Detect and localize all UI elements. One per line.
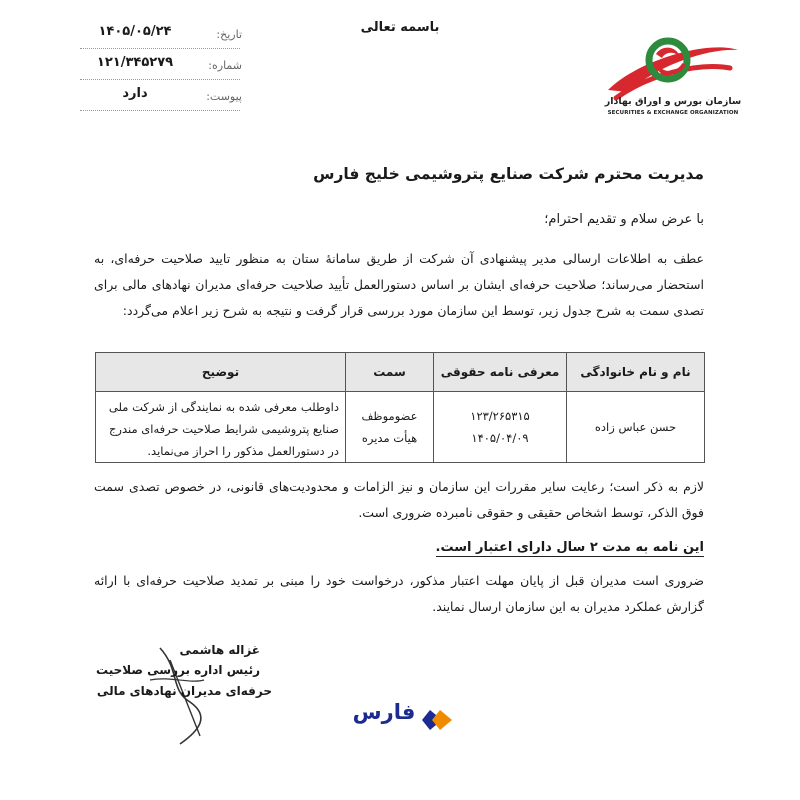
meta-attachment-row xyxy=(80,84,240,111)
approval-table xyxy=(95,352,705,463)
table-row xyxy=(96,392,705,463)
position-line-2: هیأت مدیره xyxy=(361,431,418,445)
letter-meta xyxy=(80,22,240,115)
th-description: توضیح xyxy=(96,353,346,392)
meta-number-value: ۱۲۱/۳۴۵۲۷۹ xyxy=(96,55,174,70)
logo-text-fa: سازمان بورس و اوراق بهادار xyxy=(604,96,742,107)
signatory-name: غزاله هاشمی xyxy=(179,643,260,657)
invocation: باسمه تعالی xyxy=(360,20,440,35)
meta-date-value: ۱۴۰۵/۰۵/۲۴ xyxy=(98,24,172,39)
meta-date-row xyxy=(80,22,240,49)
meta-date-label: تاریخ: xyxy=(216,28,242,41)
cell-name: حسن عباس زاده xyxy=(567,392,705,463)
cell-position xyxy=(346,392,434,463)
cell-letter xyxy=(434,392,567,463)
paragraph-renewal: ضروری است مدیران قبل از پایان مهلت اعتبار مذکور، درخواست خود را مبنی بر تمدید صلاحیت حرفه‌ای با ارائه گزارش عملکرد مدیران به این سازمان ارسال نمایند. xyxy=(94,573,704,614)
letter-number: ۱۲۳/۲۶۵۳۱۵ xyxy=(470,409,530,423)
recipient: مدیریت محترم شرکت صنایع پتروشیمی خلیج فارس xyxy=(313,165,704,183)
fars-watermark-text: فارس xyxy=(352,700,416,724)
meta-number-row xyxy=(80,53,240,80)
salutation: با عرض سلام و تقدیم احترام؛ xyxy=(544,212,704,227)
paragraph-compliance: لازم به ذکر است؛ رعایت سایر مقررات این سازمان و نیز الزامات و محدودیت‌های قانونی، در خصوص تصدی سمت فوق الذکر، توسط اشخاص حقیقی و حقوقی نامبرده ضروری است. xyxy=(94,479,704,520)
cell-description: داوطلب معرفی شده به نمایندگی از شرکت ملی صنایع پتروشیمی شرایط صلاحیت حرفه‌ای مندرج در دستورالعمل مذکور را احراز می‌نماید. xyxy=(96,392,346,463)
position-line-1: عضوموظف xyxy=(361,409,418,423)
th-position: سمت xyxy=(346,353,434,392)
logo-text-en: SECURITIES & EXCHANGE ORGANIZATION xyxy=(607,110,739,116)
table-header-row xyxy=(96,353,705,392)
meta-number-label: شماره: xyxy=(208,59,242,72)
meta-attachment-value: دارد xyxy=(122,86,148,101)
letter-date: ۱۴۰۵/۰۴/۰۹ xyxy=(471,431,529,445)
validity-notice: این نامه به مدت ۲ سال دارای اعتبار است. xyxy=(435,540,704,555)
paragraph-intro: عطف به اطلاعات ارسالی مدیر پیشنهادی آن شرکت از طریق سامانهٔ ستان به منظور تایید صلاحیت حرفه‌ای، به استحضار می‌رساند؛ صلاحیت حرفه‌ای ایشان بر اساس دستورالعمل تأیید صلاحیت حرفه‌ای مدیران نهادهای مالی برای تصدی سمت به شرح جدول زیر، توسط این سازمان مورد بررسی قرار گرفت و نتیجه به شرح زیر اعلام می‌گردد: xyxy=(94,251,704,318)
signatory-title-1: رئیس اداره بررسی صلاحیت xyxy=(96,663,260,677)
meta-attachment-label: پیوست: xyxy=(206,90,242,103)
th-letter: معرفی نامه حقوقی xyxy=(434,353,567,392)
signatory-title-2: حرفه‌ای مدیران نهادهای مالی xyxy=(96,684,272,698)
th-name: نام و نام خانوادگی xyxy=(567,353,705,392)
